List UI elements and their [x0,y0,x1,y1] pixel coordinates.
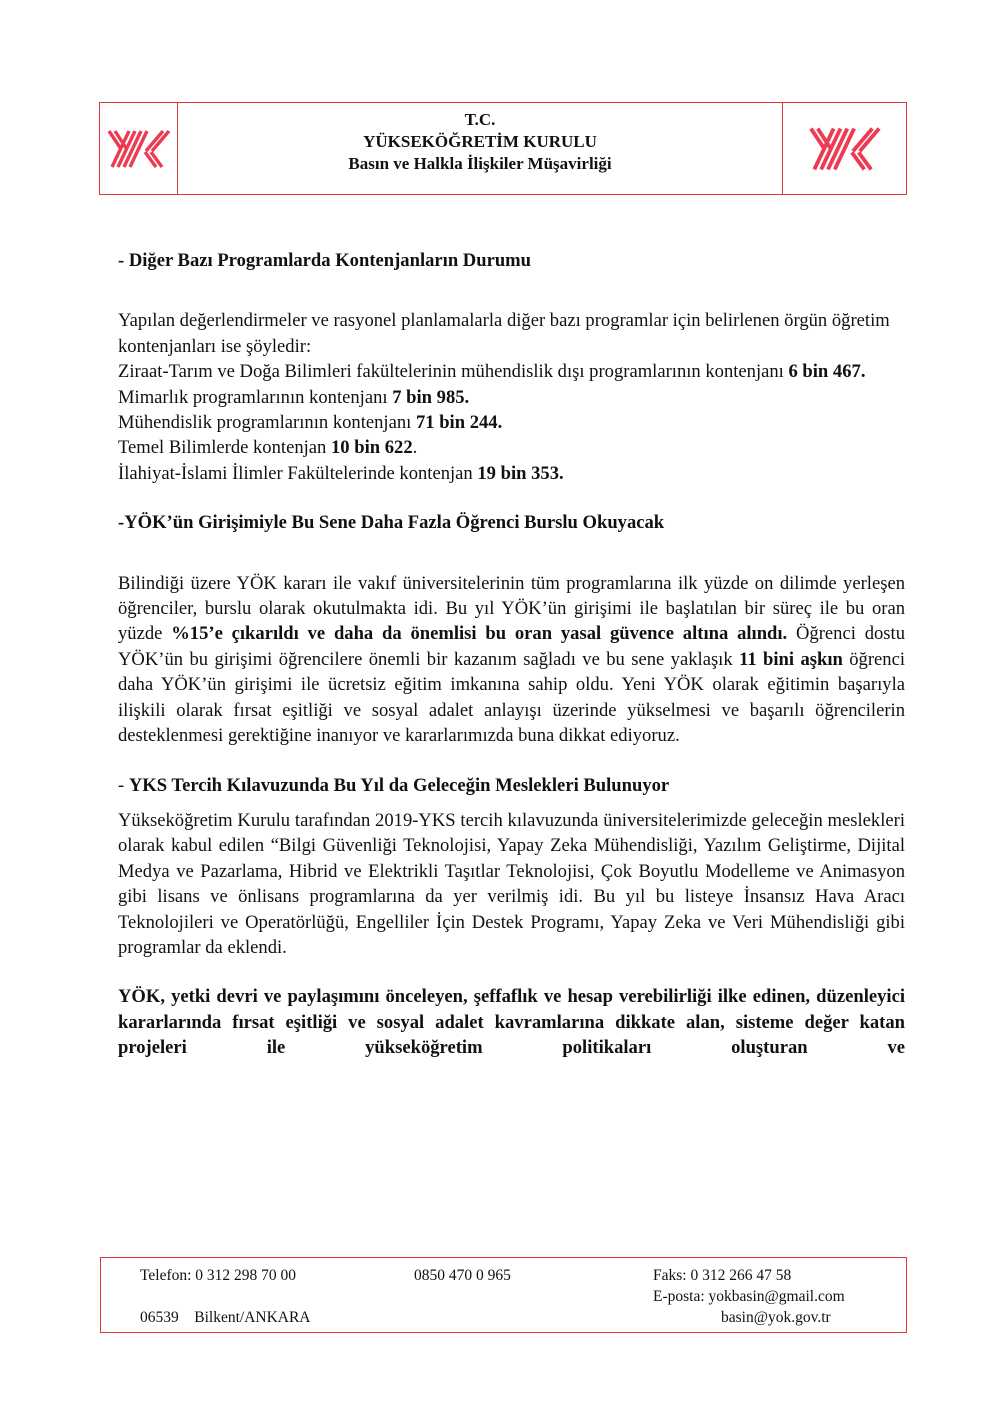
title-institution: YÜKSEKÖĞRETİM KURULU [363,132,597,151]
quota-item: Mimarlık programlarının kontenjanı 7 bin 985. [118,386,470,408]
quota-value: 71 bin 244. [415,412,503,434]
footer-fax: Faks: 0 312 266 47 58 [653,1267,792,1284]
letterhead [99,102,907,195]
closing-paragraph: YÖK, yetki devri ve paylaşımını önceleyen, şeffaflık ve hesap verebilirliği ilke edinen, düzenleyici kararlarında fırsat eşitliği ve sosyal adalet kavramlarına dikkate alan, sisteme değer katan projeleri ile yükseköğretim politikaları oluşturan ve [118,986,905,1059]
title-tc: T.C. [464,110,496,129]
quota-item: İlahiyat-İslami İlimler Fakültelerinde kontenjan 19 bin 353. [118,462,564,484]
section-heading-scholarship: -YÖK’ün Girişimiyle Bu Sene Daha Fazla Öğrenci Burslu Okuyacak [118,512,665,534]
quota-item: Ziraat-Tarım ve Doğa Bilimleri fakültelerinin mühendislik dışı programlarının kontenjanı 6 bin 467. [118,361,866,383]
footer-email-yok: basin@yok.gov.tr [721,1309,831,1326]
quota-item: Temel Bilimlerde kontenjan 10 bin 622. [118,437,418,459]
letterhead-title [178,103,782,194]
logo-right [782,103,906,194]
section-heading-professions: - YKS Tercih Kılavuzunda Bu Yıl da Geleceğin Meslekleri Bulunuyor [118,774,670,796]
footer-email-gmail: E-posta: yokbasin@gmail.com [653,1288,845,1305]
footer-address: 06539 Bilkent/ANKARA [140,1309,311,1326]
professions-paragraph: Yükseköğretim Kurulu tarafından 2019-YKS tercih kılavuzunda üniversitelerimizde geleceğin meslekleri olarak kabul edilen “Bilgi Güvenliği Teknolojisi, Yapay Zeka Mühendisliği, Yazılım Geliştirme, Dijital Medya ve Pazarlama, Hibrid ve Elektrikli Taşıtlar Teknolojisi, Çok Boyutlu Modelleme ve Animasyon gibi lisans ve önlisans programlarına da yer verilmiş idi. Bu yıl bu listeye İnsansız Hava Aracı Teknolojileri ve Operatörlüğü, Engelliler İçin Destek Programı, Yapay Zeka ve Veri Mühendisliği gibi programlar da eklendi. [118,809,905,958]
logo-left [100,103,178,194]
footer-phone: Telefon: 0 312 298 70 00 [140,1267,297,1284]
scholarship-paragraph: Bilindiği üzere YÖK kararı ile vakıf üniversitelerinin tüm programlarına ilk yüzde on dilimde yerleşen öğrenciler, burslu olarak okutulmakta idi. Bu yıl YÖK’ün girişimi ile başlatılan bir süreç ile bu oran yüzde %15’e çıkarıldı ve daha da önemlisi bu oran yasal güvence altına alındı. Öğrenci dostu YÖK’ün bu girişimi öğrencilere önemli bir kazanım sağladı ve bu sene yaklaşık 11 bini aşkın öğrenci daha YÖK’ün girişimi ile ücretsiz eğitim imkanına sahip oldu. Yeni YÖK olarak eğitimin başarıyla ilişkili olarak fırsat eşitliği ve sosyal adalet anlayışı üzerinde yükselmesi ve başarılı öğrencilerin desteklenmesi gerektiğine inanıyor ve kararlarımızda buna dikkat ediyoruz. [118,572,906,747]
quota-value: 7 bin 985. [392,386,470,408]
yok-logo-icon [107,127,171,171]
document-body [118,248,905,1061]
quotas-intro: Yapılan değerlendirmeler ve rasyonel planlamalarla diğer bazı programlar için belirlenen örgün öğretim kontenjanları ise şöyledir: [118,310,890,357]
yok-logo-icon [803,124,887,174]
quota-item: Mühendislik programlarının kontenjanı 71 bin 244. [118,412,503,434]
section-heading-quotas: - Diğer Bazı Programlarda Kontenjanların Durumu [118,250,532,271]
title-department: Basın ve Halkla İlişkiler Müşavirliği [348,154,612,173]
quota-value: 10 bin 622 [330,437,413,459]
quota-value: 19 bin 353. [477,462,564,484]
footer-phone-alt: 0850 470 0 965 [414,1267,511,1284]
quota-value: 6 bin 467. [788,361,866,383]
footer-contact [100,1257,907,1333]
